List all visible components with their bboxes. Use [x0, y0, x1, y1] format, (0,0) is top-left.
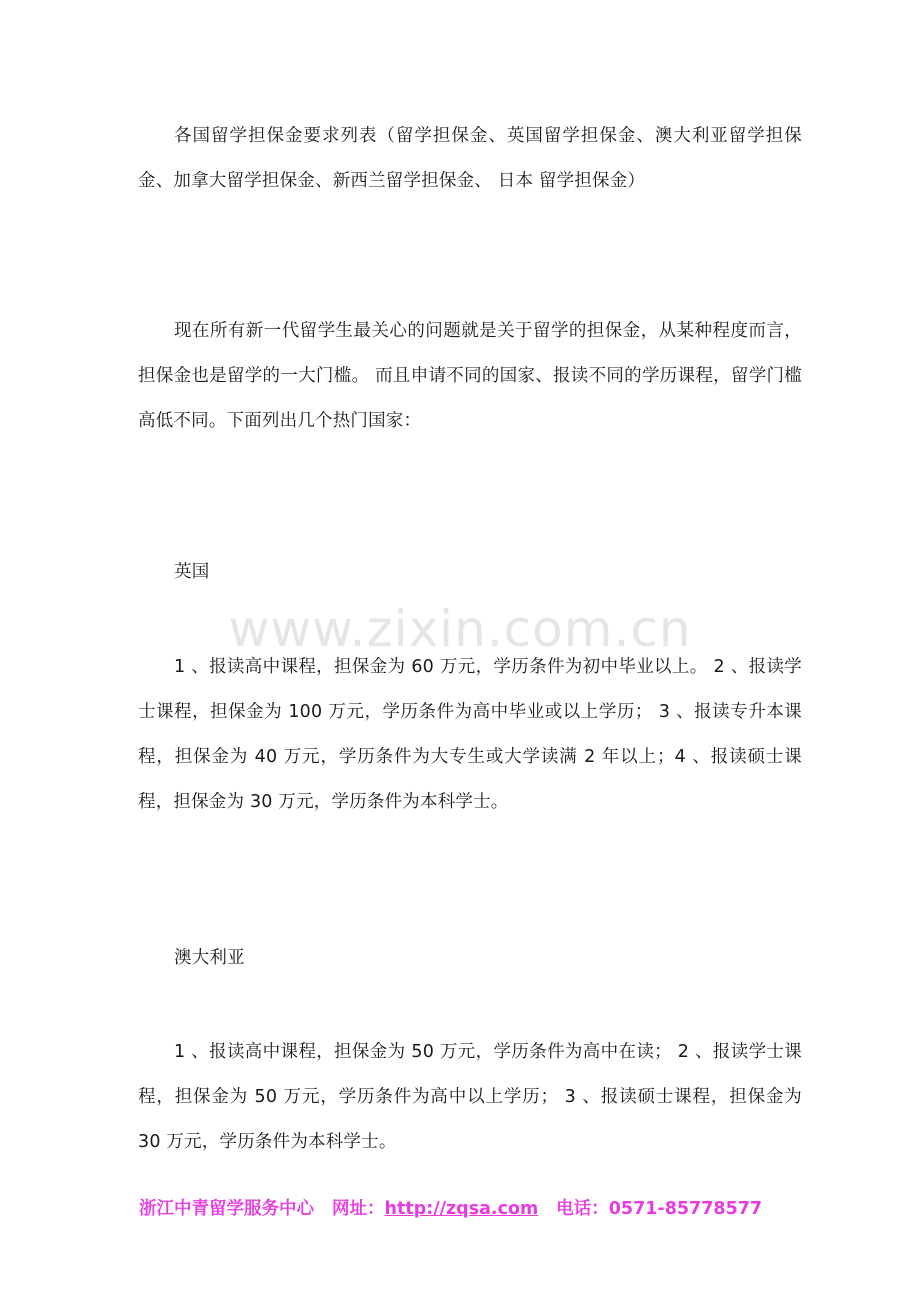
- watermark: www.zixin.com.cn: [228, 600, 692, 658]
- footer-contact: [139, 1195, 762, 1220]
- title-paragraph: 各国留学担保金要求列表（留学担保金、英国留学担保金、澳大利亚留学担保金、加拿大留学担保金、新西兰留学担保金、 日本 留学担保金）: [138, 126, 802, 191]
- footer-org: 浙江中青留学服务中心: [139, 1199, 314, 1219]
- section-body-australia: 1 、报读高中课程，担保金为 50 万元，学历条件为高中在读； 2 、报读学士课程，担保金为 50 万元，学历条件为高中以上学历； 3 、报读硕士课程，担保金为 30 万元，学历条件为本科学士。: [138, 1042, 802, 1152]
- section-heading-australia: 澳大利亚: [174, 948, 245, 968]
- footer-website-link[interactable]: http://zqsa.com: [384, 1199, 539, 1219]
- intro-paragraph: 现在所有新一代留学生最关心的问题就是关于留学的担保金，从某种程度而言，担保金也是留学的一大门槛。 而且申请不同的国家、报读不同的学历课程，留学门槛高低不同。下面列出几个热门国家：: [138, 321, 802, 431]
- footer-phone-label: 电话：: [556, 1199, 609, 1219]
- footer-phone: 0571-85778577: [608, 1199, 763, 1219]
- section-heading-uk: 英国: [174, 562, 210, 582]
- section-body-uk: 1 、报读高中课程，担保金为 60 万元，学历条件为初中毕业以上。 2 、报读学士课程，担保金为 100 万元，学历条件为高中毕业或以上学历； 3 、报读专升本课程，担保金为 40 万元，学历条件为大专生或大学读满 2 年以上；4 、报读硕士课程，担保金为 30 万元，学历条件为本科学士。: [138, 657, 802, 812]
- footer-website-label: 网址：: [332, 1199, 385, 1219]
